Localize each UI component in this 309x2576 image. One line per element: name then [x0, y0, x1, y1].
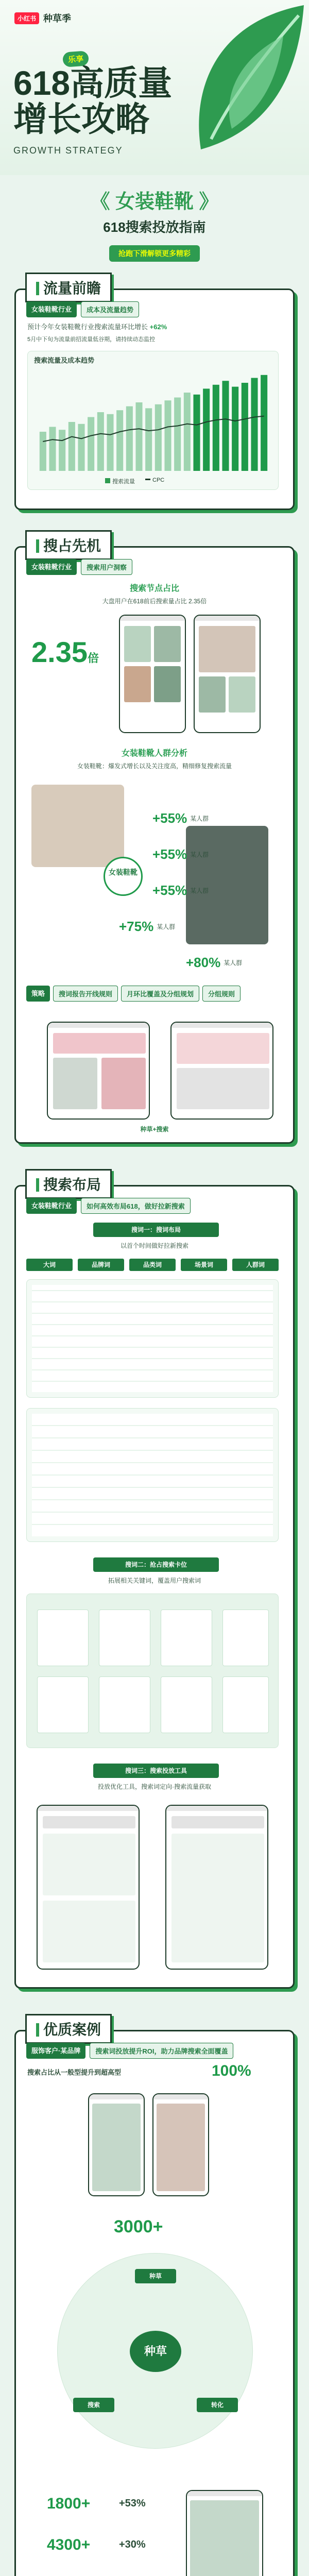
section-tabs	[26, 559, 132, 575]
trend-chart-card	[27, 351, 279, 490]
scroll-hint: 抢跑下滑解锁更多精彩	[109, 245, 200, 262]
forecast-note: 5月中下旬为流量前招流量低谷期，请持续动态监控	[27, 336, 156, 343]
strategy-bar	[26, 986, 283, 1002]
section-traffic-forecast	[14, 280, 295, 510]
chart-bar	[78, 424, 84, 471]
insight1-title: 搜索节点占比	[129, 584, 179, 593]
step2-sub: 拓展相关关键词，覆盖用户搜索词	[108, 1577, 201, 1584]
tool-screenshot	[165, 1805, 268, 1970]
tab-client: 服饰客户·某品牌	[26, 2043, 85, 2059]
strategy-item: 月环比覆盖及分组规划	[121, 986, 199, 1002]
tab-industry: 女装鞋靴行业	[26, 1198, 77, 1214]
brand	[14, 11, 71, 25]
chart-bar	[68, 422, 75, 471]
step1-banner: 搜词一：搜词布局	[93, 1223, 219, 1237]
chart-bar	[193, 395, 200, 471]
metric-change: +30%	[119, 2539, 146, 2550]
chart-legend	[105, 477, 164, 485]
phone-mockup	[119, 615, 186, 733]
guide-subtitle: 618搜索投放指南	[103, 219, 206, 235]
tab-layout: 如何高效布局618，做好拉新搜索	[81, 1198, 191, 1214]
section-title: 流量前瞻	[25, 273, 112, 302]
insight2-title: 女装鞋靴人群分析	[121, 749, 187, 758]
case-phone	[186, 2490, 263, 2576]
brand-name: 种草季	[43, 13, 72, 24]
chart-bar	[222, 381, 229, 471]
legend-traffic: 搜索流量	[105, 477, 135, 485]
metric-value: 1800+	[47, 2495, 91, 2512]
chart-bar	[232, 387, 238, 471]
chart-bar	[40, 432, 46, 471]
metric-value: 4300+	[47, 2536, 91, 2553]
chart-bar	[107, 414, 113, 471]
stat-item: +55% 某人群	[152, 810, 209, 826]
keyword-tree	[26, 1594, 279, 1748]
category-title: 《 女装鞋靴 》	[90, 191, 219, 213]
section-title: 优质案例	[25, 2014, 112, 2044]
segment-center: 女装鞋靴	[104, 857, 143, 896]
keyword-header: 大词	[26, 1259, 73, 1271]
model-photo	[31, 785, 124, 867]
chart-title: 搜索流量及成本趋势	[34, 357, 95, 364]
step3-banner: 搜词三：搜索投放工具	[93, 1764, 219, 1778]
chart-bar	[174, 398, 181, 471]
hero-subtitle: GROWTH STRATEGY	[13, 145, 123, 156]
keyword-table	[26, 1408, 279, 1542]
ad-preview	[47, 1022, 150, 1120]
keyword-grid	[26, 1279, 279, 1398]
keyword-header: 品类词	[129, 1259, 176, 1271]
tab-insight: 搜索用户洞察	[81, 559, 132, 575]
tool-screenshot	[37, 1805, 140, 1970]
step1-sub: 以首个时间做好拉新搜索	[120, 1242, 188, 1249]
insight1-desc: 大盘用户在618前后搜索量占比 2.35倍	[102, 598, 207, 605]
section-title: 搜索布局	[25, 1169, 112, 1199]
hero	[0, 0, 309, 175]
hero-title-line1: 618高质量	[13, 64, 173, 102]
strategy-item: 分组规则	[202, 986, 241, 1002]
section-search-layout	[14, 1177, 295, 1989]
chart-bar	[126, 406, 133, 471]
case1-desc: 搜索占比从一般型提升到超高型	[27, 2069, 122, 2076]
section-tabs	[26, 1198, 191, 1214]
case-phone	[88, 2093, 145, 2196]
forecast-text: 预计今年女装鞋靴行业搜索流量环比增长 +62%	[27, 323, 167, 331]
chart-bar	[88, 417, 94, 471]
stat-item: +75% 某人群	[119, 919, 176, 934]
chart-bar	[49, 427, 56, 471]
case1-value: 100%	[212, 2062, 251, 2079]
tab-industry: 女装鞋靴行业	[26, 301, 77, 317]
stat-item: +80% 某人群	[186, 955, 243, 970]
trend-chart	[28, 368, 279, 486]
step3-sub: 投放优化工具，搜索词定向·搜索流量获取	[98, 1783, 211, 1790]
metric-change: +53%	[119, 2498, 146, 2509]
combo-label: 种草+搜索	[140, 1126, 169, 1133]
phone-mockup	[194, 615, 261, 733]
cycle-node: 搜索	[73, 2398, 114, 2412]
chart-bar	[116, 410, 123, 471]
chart-bar	[135, 402, 142, 471]
cycle-node: 转化	[197, 2398, 238, 2412]
keyword-header: 品牌词	[78, 1259, 124, 1271]
chart-bar	[203, 388, 210, 471]
chart-bar	[164, 400, 171, 471]
legend-cpc: CPC	[145, 477, 164, 485]
metric-value: 3000+	[114, 2217, 163, 2236]
cycle-node: 种草	[135, 2269, 176, 2283]
guide-header	[0, 185, 309, 262]
section-tabs	[26, 301, 139, 317]
tab-trend: 成本及流量趋势	[81, 301, 139, 317]
cycle-center: 种草	[130, 2331, 181, 2372]
strategy-label: 策略	[26, 986, 50, 1002]
ad-preview	[170, 1022, 273, 1120]
section-title: 搜占先机	[25, 530, 112, 560]
leaf-icon	[175, 0, 309, 155]
cycle-diagram	[57, 2253, 253, 2449]
chart-bar	[155, 404, 162, 471]
multiplier-value: 2.35倍	[31, 636, 99, 668]
chart-bar	[242, 383, 248, 471]
keyword-header: 场景词	[181, 1259, 227, 1271]
section-tabs	[26, 2043, 233, 2059]
strategy-item: 搜词报告开线规则	[53, 986, 118, 1002]
hero-title-line2: 增长攻略	[13, 100, 149, 138]
keyword-header: 人群词	[232, 1259, 279, 1271]
chart-bar	[261, 375, 267, 471]
xiaohongshu-logo: 小红书	[14, 12, 39, 24]
hero-kicker: 乐享	[62, 50, 89, 67]
step2-banner: 搜词二：抢占搜索卡位	[93, 1557, 219, 1572]
insight2-desc: 女装鞋靴：爆发式增长以及关注度高，精细修复搜索流量	[77, 762, 232, 770]
chart-bar	[97, 412, 104, 471]
case-phone	[152, 2093, 209, 2196]
chart-bar	[145, 408, 152, 471]
chart-line-cpc	[43, 416, 264, 442]
tab-case: 搜索词投放提升ROI，助力品牌搜索全面覆盖	[90, 2043, 233, 2059]
chart-bar	[59, 430, 65, 471]
chart-bar	[184, 393, 191, 471]
section-search-opportunity	[14, 538, 295, 1144]
chart-bar	[213, 385, 219, 471]
stat-item: +55% 某人群	[152, 883, 209, 898]
section-cases	[14, 2022, 295, 2576]
tab-industry: 女装鞋靴行业	[26, 559, 77, 575]
stat-item: +55% 某人群	[152, 846, 209, 862]
chart-bar	[251, 378, 258, 471]
